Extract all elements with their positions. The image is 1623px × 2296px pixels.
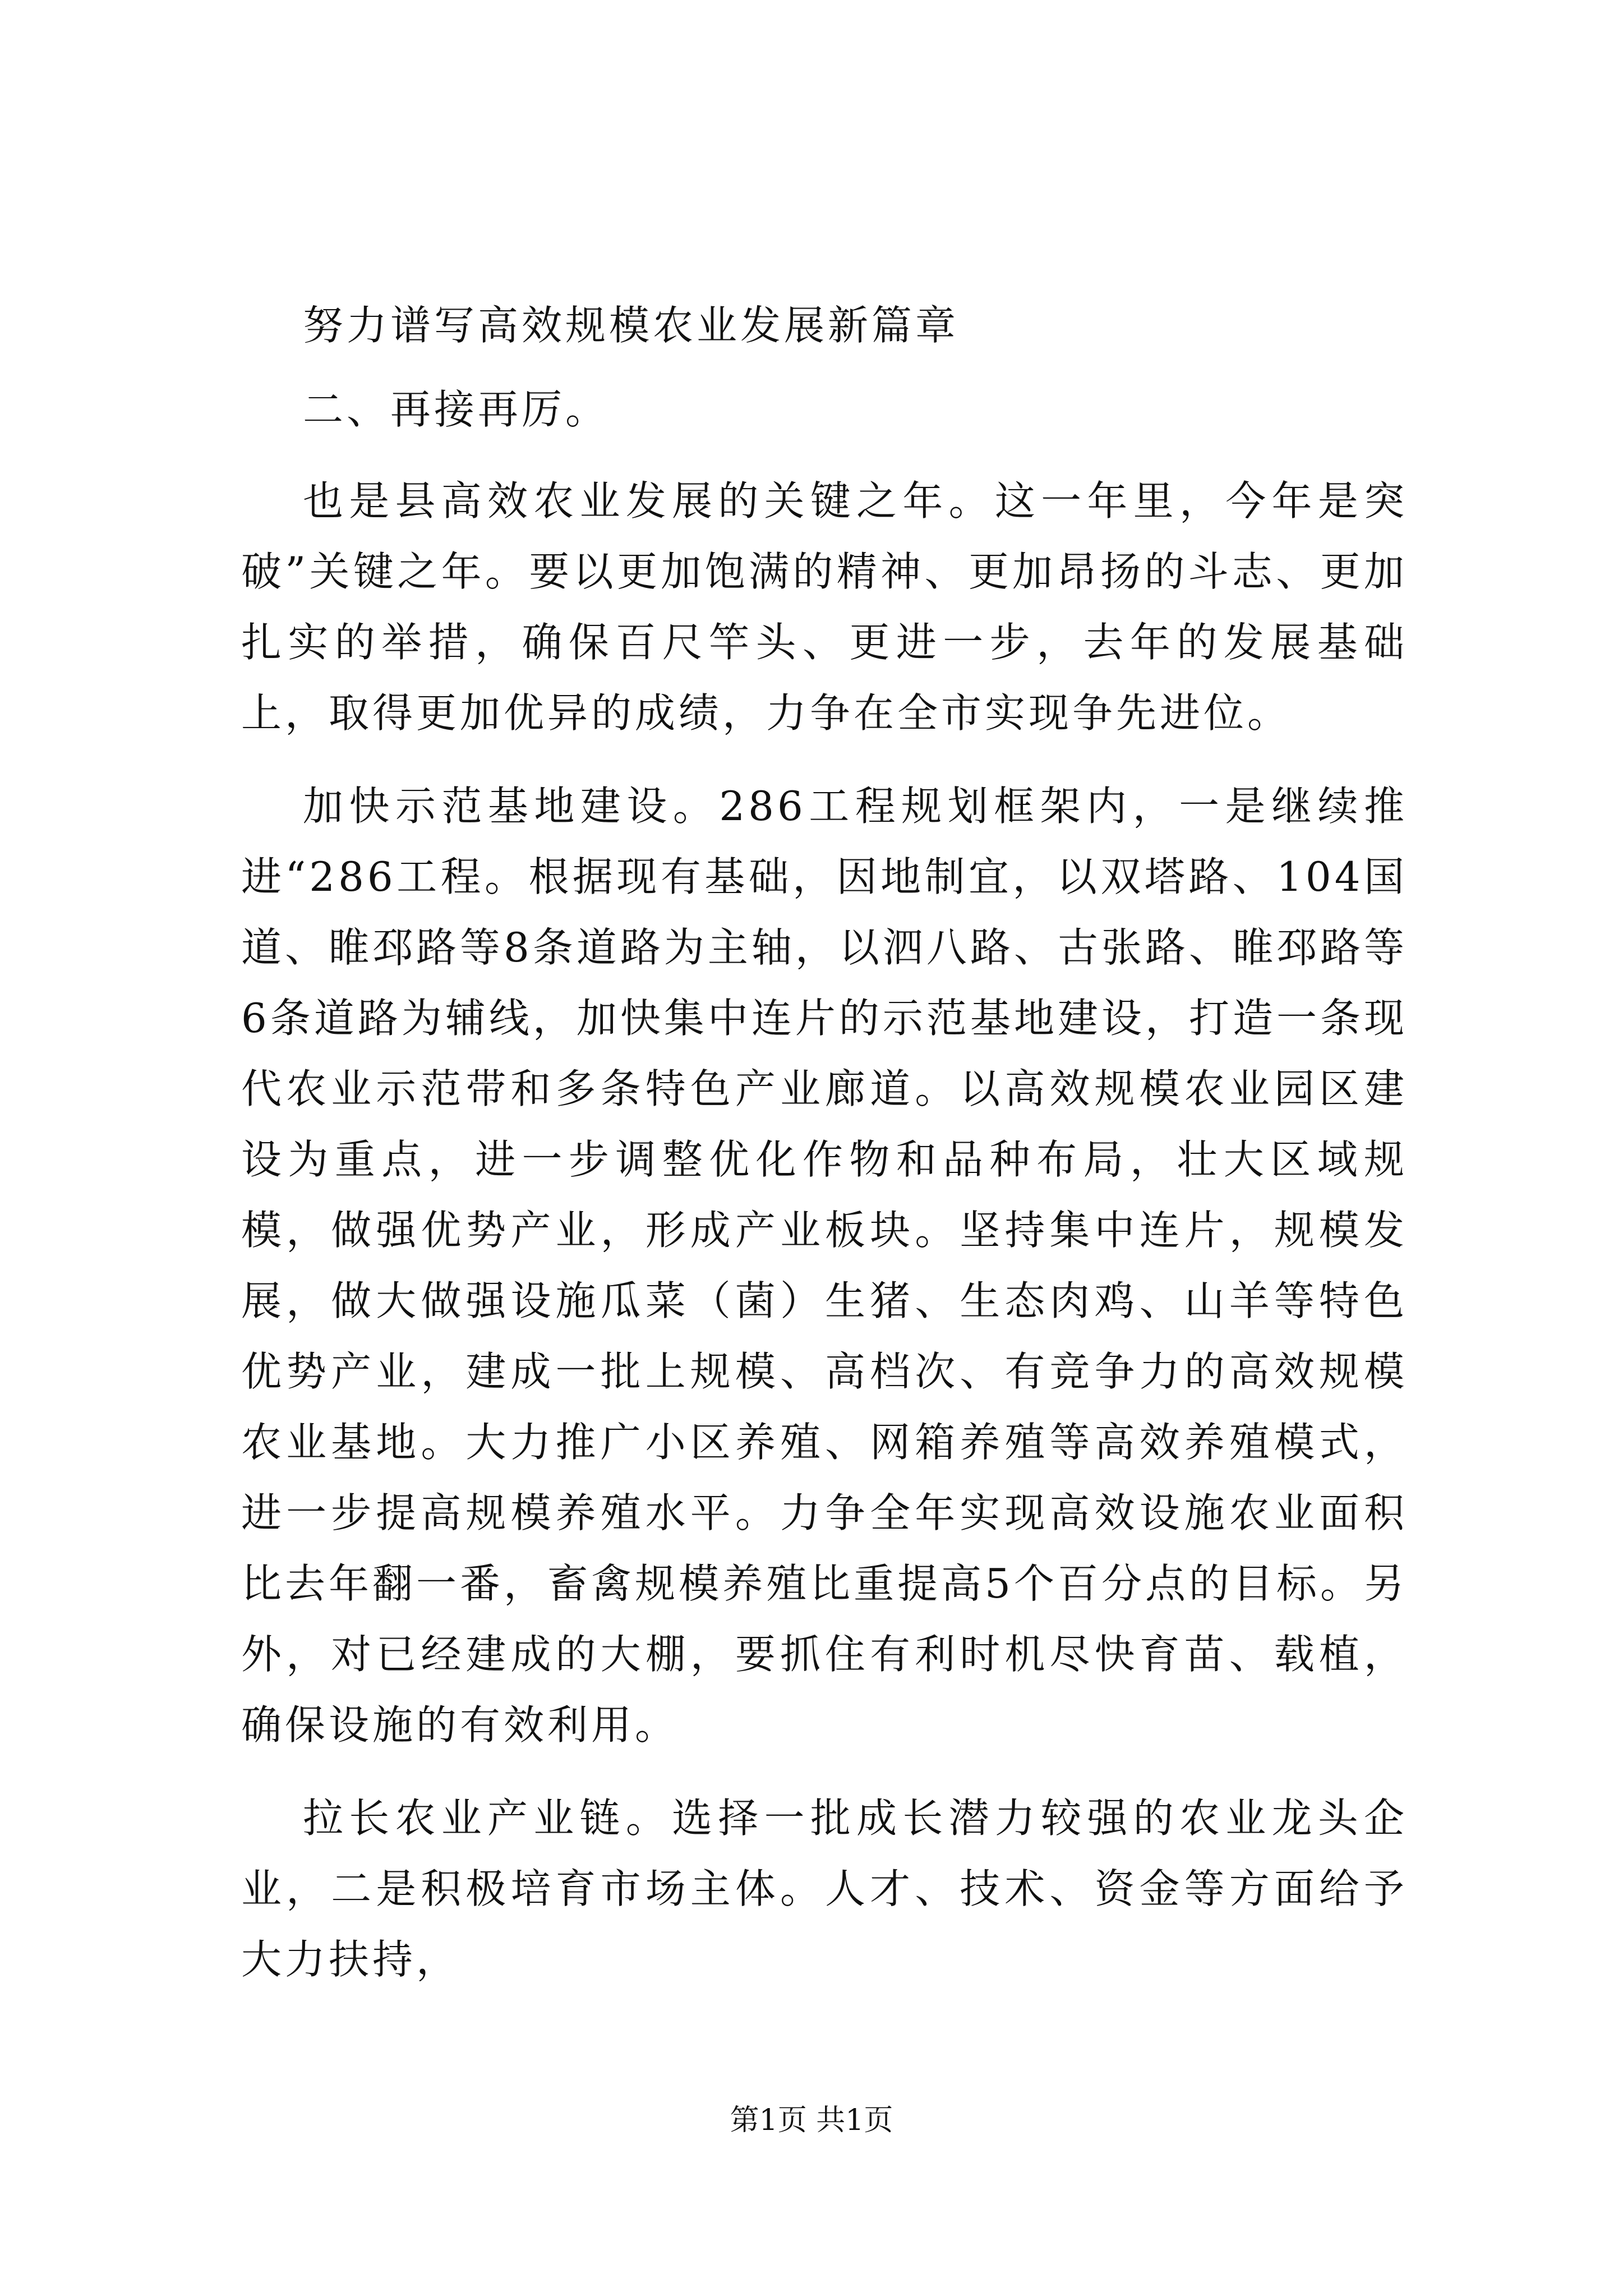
paragraph-2: 加快示范基地建设。286工程规划框架内，一是继续推进“286工程。根据现有基础，因地制宜，以双塔路、104国道、睢邳路等8条道路为主轴，以泗八路、古张路、睢邳路等6条道路为辅线，加快集中连片的示范基地建设，打造一条现代农业示范带和多条特色产业廊道。以高效规模农业园区建设为重点，进一步调整优化作物和品种布局，壮大区域规模，做强优势产业，形成产业板块。坚持集中连片，规模发展，做大做强设施瓜菜（菌）生猪、生态肉鸡、山羊等特色优势产业，建成一批上规模、高档次、有竞争力的高效规模农业基地。大力推广小区养殖、网箱养殖等高效养殖模式，进一步提高规模养殖水平。力争全年实现高效设施农业面积比去年翻一番，畜禽规模养殖比重提高5个百分点的目标。另外，对已经建成的大棚，要抓住有利时机尽快育苗、载植，确保设施的有效利用。 (241, 783, 1408, 1749)
section-heading: 二、再接再厉。 (303, 386, 610, 433)
paragraph-3: 拉长农业产业链。选择一批成长潜力较强的农业龙头企业，二是积极培育市场主体。人才、技术、资金等方面给予大力扶持， (241, 1795, 1408, 1983)
document-body (241, 292, 1408, 1995)
page-footer: 第1页 共1页 (730, 2104, 893, 2137)
paragraph-1: 也是县高效农业发展的关键之年。这一年里，今年是突破”关键之年。要以更加饱满的精神、更加昂扬的斗志、更加扎实的举措，确保百尺竿头、更进一步，去年的发展基础上，取得更加优异的成绩，力争在全市实现争先进位。 (241, 477, 1408, 737)
document-title: 努力谱写高效规模农业发展新篇章 (303, 302, 960, 349)
